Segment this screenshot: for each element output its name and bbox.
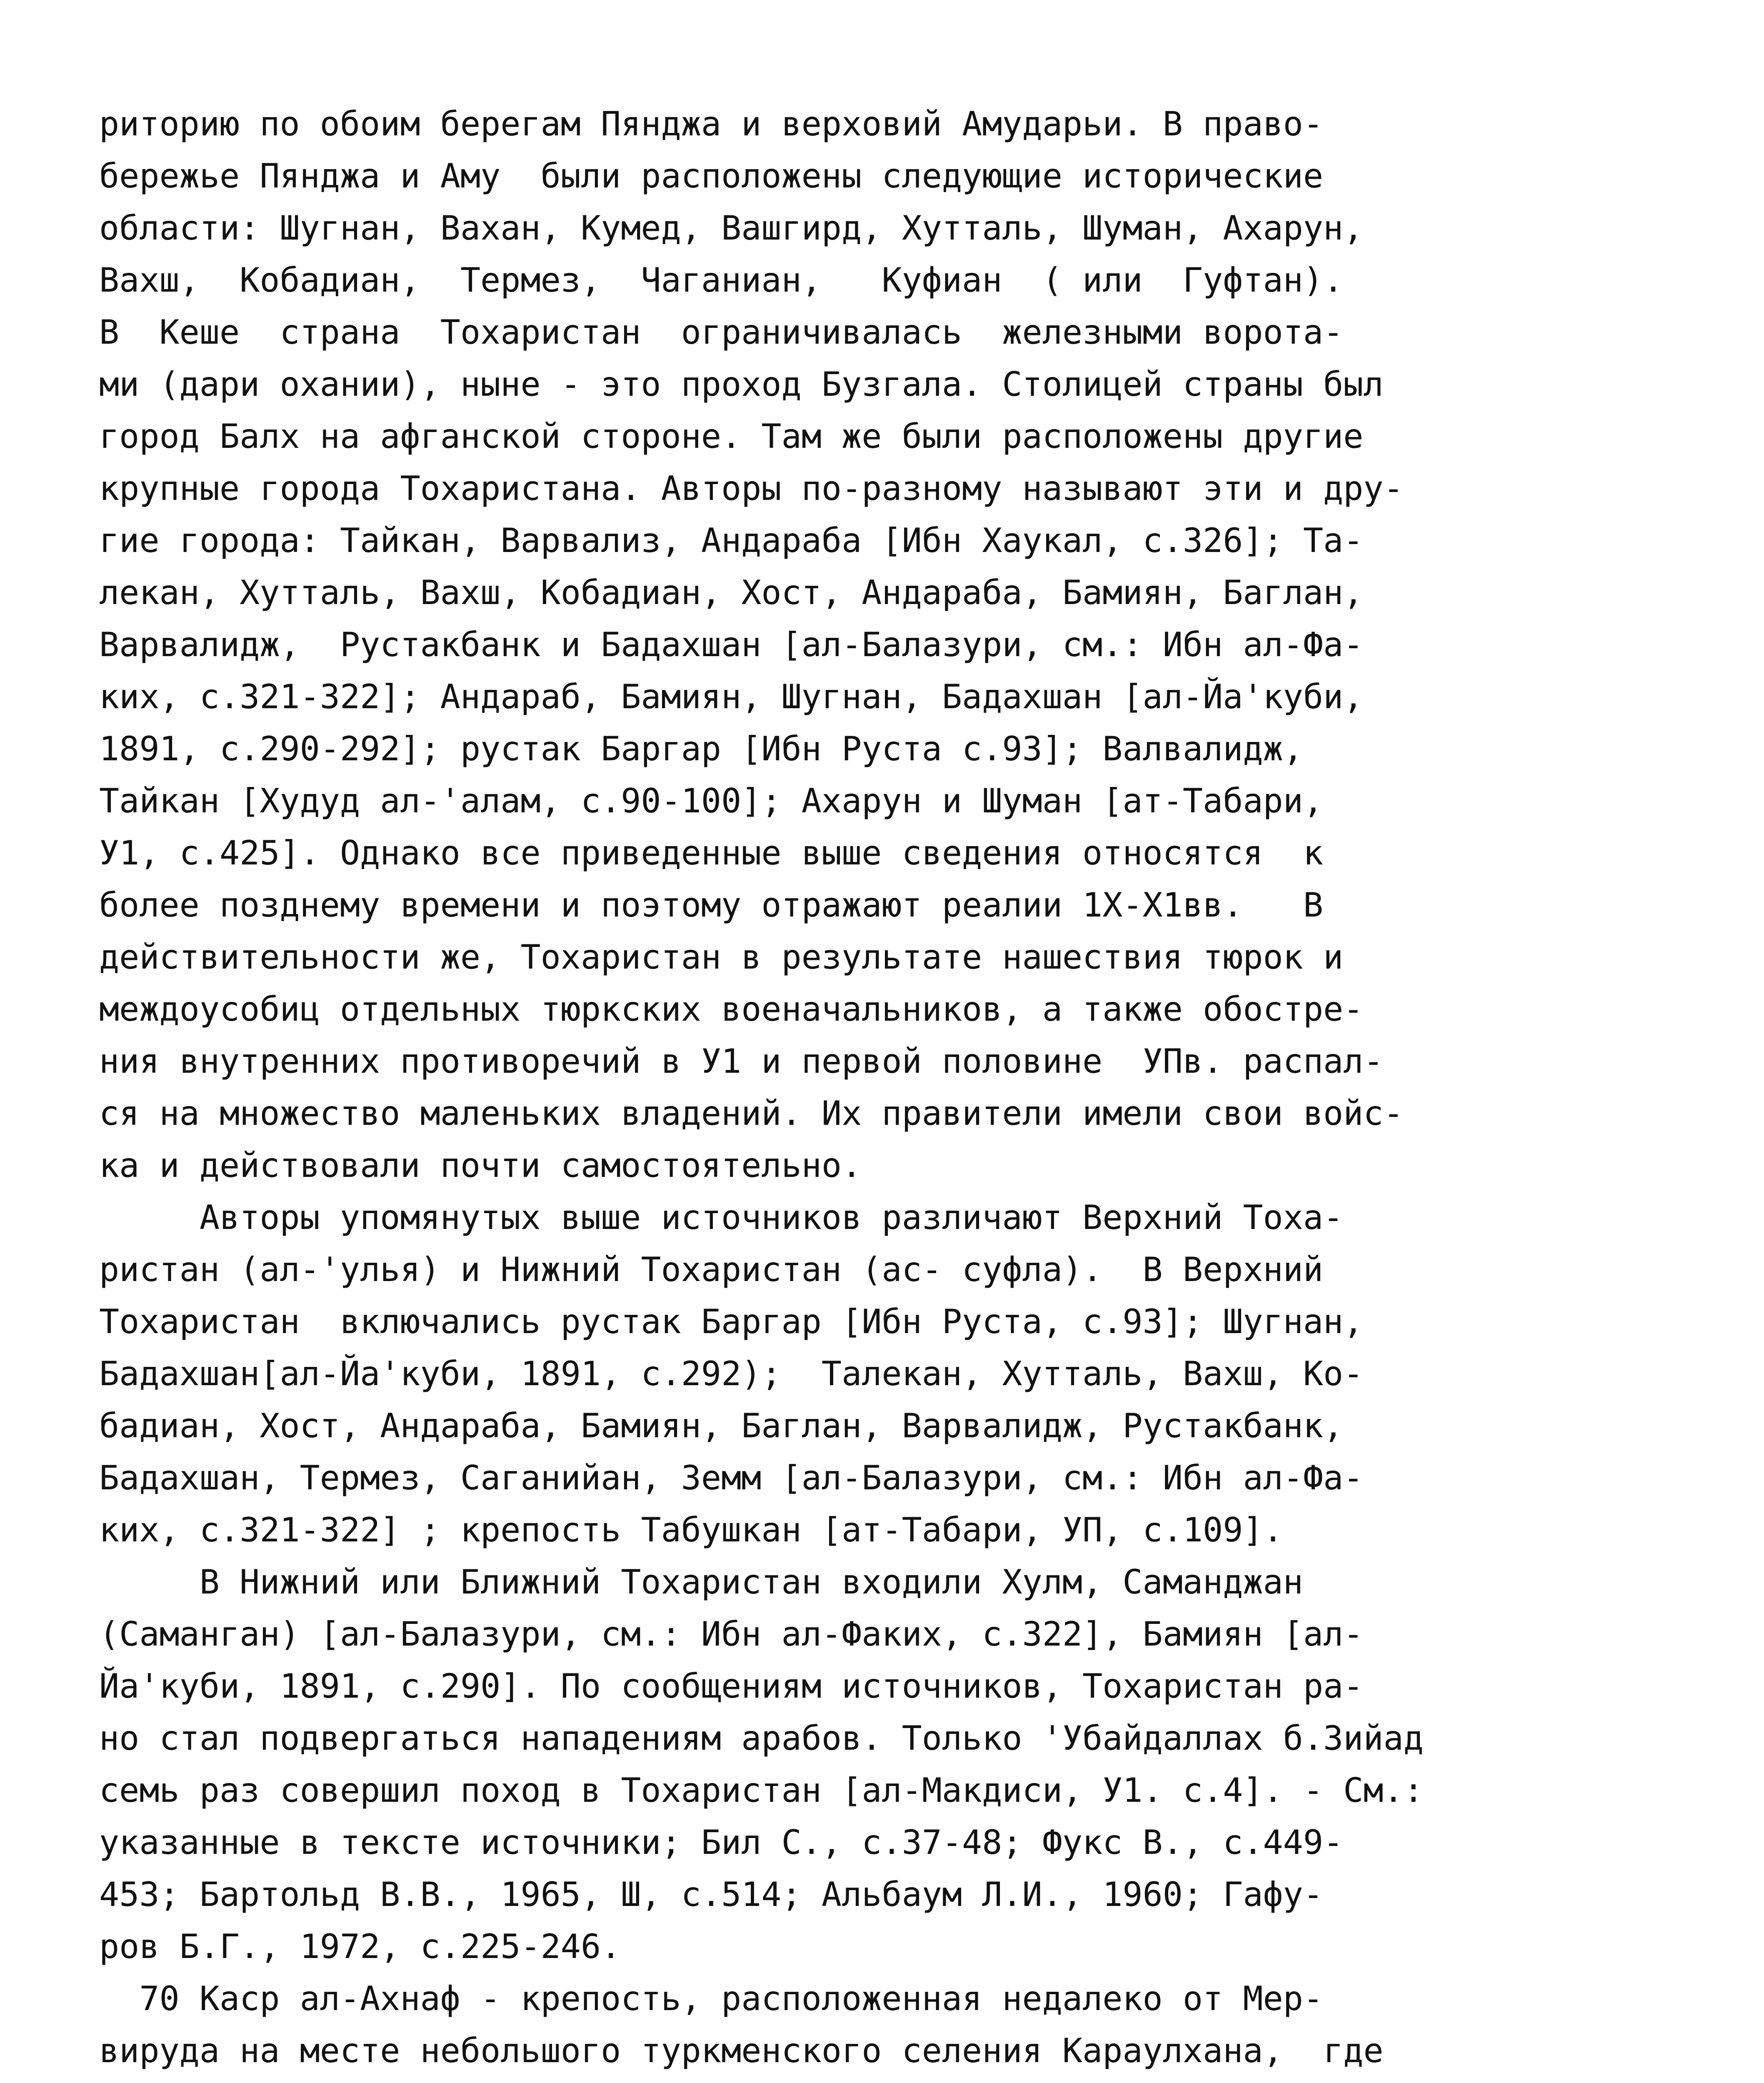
text-line: бережье Пянджа и Аму были расположены следующие исторические [99,157,1324,195]
text-line: В Кеше страна Тохаристан ограничивалась железными ворота- [99,313,1344,352]
text-line: действительности же, Тохаристан в результате нашествия тюрок и [99,938,1344,977]
text-line: Йа'куби, 1891, с.290]. По сообщениям источников, Тохаристан ра- [99,1667,1364,1706]
text-line: Авторы упомянутых выше источников различают Верхний Тоха- [99,1198,1344,1237]
text-line: междоусобиц отдельных тюркских военачальников, а также обостре- [99,990,1364,1029]
text-line: 453; Бартольд В.В., 1965, Ш, с.514; Альбаум Л.И., 1960; Гафу- [99,1875,1324,1914]
text-line: Варвалидж, Рустакбанк и Бадахшан [ал-Балазури, см.: Ибн ал-Фа- [99,625,1364,664]
text-line: ми (дари охании), ныне - это проход Бузгала. Столицей страны был [99,365,1384,404]
text-line: 70 Каср ал-Ахнаф - крепость, расположенная недалеко от Мер- [99,1979,1324,2018]
text-line: крупные города Тохаристана. Авторы по-разному называют эти и дру- [99,469,1404,508]
text-line: В Нижний или Ближний Тохаристан входили Хулм, Саманджан [99,1563,1303,1601]
text-line: вируда на месте небольшого туркменского селения Караулхана, где [99,2031,1384,2070]
text-line [99,2077,1632,2083]
text-line: но стал подвергаться нападениям арабов. Только 'Убайдаллах б.Зийад [99,1719,1424,1758]
text-line: гие города: Тайкан, Варвализ, Андараба [Ибн Хаукал, с.326]; Та- [99,521,1364,560]
text-line: ких, с.321-322] ; крепость Табушкан [ат-Табари, УП, с.109]. [99,1511,1283,1549]
text-line: ка и действовали почти самостоятельно. [99,1146,862,1185]
text-line: бадиан, Хост, Андараба, Бамиян, Баглан, Варвалидж, Рустакбанк, [99,1406,1344,1445]
text-line: области: Шугнан, Вахан, Кумед, Вашгирд, Хутталь, Шуман, Ахарун, [99,209,1364,247]
text-line: ристан (ал-'улья) и Нижний Тохаристан (ас- суфла). В Верхний [99,1250,1324,1289]
text-line: лекан, Хутталь, Вахш, Кобадиан, Хост, Андараба, Бамиян, Баглан, [99,573,1364,612]
text-line: 1891, с.290-292]; рустак Баргар [Ибн Руста с.93]; Валвалидж, [99,729,1303,768]
text-line: Тайкан [Худуд ал-'алам, с.90-100]; Ахарун и Шуман [ат-Табари, [99,782,1324,820]
text-line: ся на множество маленьких владений. Их правители имели свои войс- [99,1094,1404,1133]
text-line: ких, с.321-322]; Андараб, Бамиян, Шугнан, Бадахшан [ал-Йа'куби, [99,677,1364,716]
text-line: Бадахшан[ал-Йа'куби, 1891, с.292); Талекан, Хутталь, Вахш, Ко- [99,1354,1364,1393]
text-line: Бадахшан, Термез, Саганийан, Земм [ал-Балазури, см.: Ибн ал-Фа- [99,1459,1364,1497]
body-text [99,98,1632,2083]
text-line: ров Б.Г., 1972, с.225-246. [99,1927,621,1966]
text-line: указанные в тексте источники; Бил С., с.37-48; Фукс В., с.449- [99,1823,1344,1862]
text-line: ния внутренних противоречий в У1 и первой половине УПв. распал- [99,1042,1384,1081]
text-line: Вахш, Кобадиан, Термез, Чаганиан, Куфиан ( или Гуфтан). [99,261,1344,300]
text-line: город Балх на афганской стороне. Там же были расположены другие [99,417,1364,456]
text-line: У1, с.425]. Однако все приведенные выше сведения относятся к [99,834,1324,872]
text-line: семь раз совершил поход в Тохаристан [ал-Макдиси, У1. с.4]. - См.: [99,1771,1424,1810]
text-line: (Саманган) [ал-Балазури, см.: Ибн ал-Факих, с.322], Бамиян [ал- [99,1615,1364,1653]
text-line: риторию по обоим берегам Пянджа и верховий Амударьи. В право- [99,105,1324,143]
text-line: более позднему времени и поэтому отражают реалии 1Х-Х1вв. В [99,886,1324,924]
text-line: Тохаристан включались рустак Баргар [Ибн Руста, с.93]; Шугнан, [99,1302,1364,1341]
